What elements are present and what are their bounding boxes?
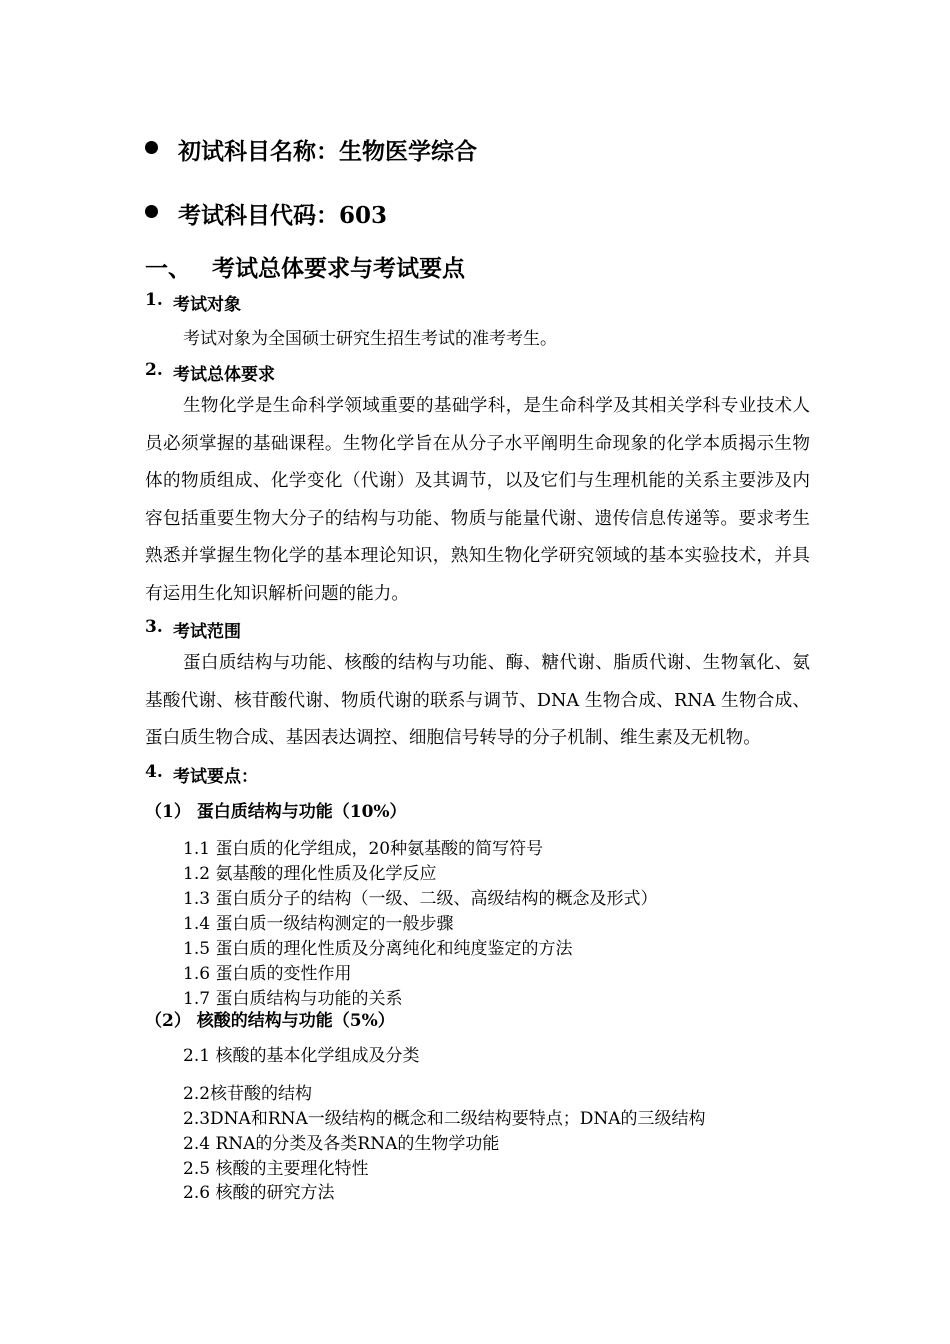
item-paragraph: 生物化学是生命科学领域重要的基础学科，是生命科学及其相关学科专业技术人员必须掌握的基础课程。生物化学旨在从分子水平阐明生命现象的化学本质揭示生物体的物质组成、化学变化（代谢）及其调节，以及它们与生理机能的关系主要涉及内容包括重要生物大分子的结构与功能、物质与能量代谢、遗传信息传递等。要求考生熟悉并掌握生物化学的基本理论知识，熟知生物化学研究领域的基本实验技术，并具有运用生化知识解析问题的能力。 bbox=[145, 396, 810, 604]
item-paragraph: 蛋白质结构与功能、核酸的结构与功能、酶、糖代谢、脂质代谢、生物氧化、氨基酸代谢、核苷酸代谢、物质代谢的联系与调节、DNA 生物合成、RNA 生物合成、蛋白质生物合成、基因表达调控、细胞信号转导的分子机制、维生素及无机物。 bbox=[145, 653, 810, 748]
list-item: 1.4 蛋白质一级结构测定的一般步骤 bbox=[183, 914, 454, 934]
list-item: 2.4 RNA的分类及各类RNA的生物学功能 bbox=[183, 1134, 500, 1154]
list-item: 2.3DNA和RNA一级结构的概念和二级结构要特点；DNA的三级结构 bbox=[183, 1109, 706, 1129]
list-item: 1.7 蛋白质结构与功能的关系 bbox=[183, 989, 403, 1009]
list-item: 2.5 核酸的主要理化特性 bbox=[183, 1159, 369, 1179]
list-item: 1.1 蛋白质的化学组成，20种氨基酸的简写符号 bbox=[183, 839, 544, 859]
item-number: 2. bbox=[145, 360, 163, 380]
subject-code: 考试科目代码：603 bbox=[178, 202, 388, 229]
list-item: 2.6 核酸的研究方法 bbox=[183, 1183, 335, 1203]
item-title: 考试总体要求 bbox=[173, 365, 275, 385]
list-item: 1.6 蛋白质的变性作用 bbox=[183, 964, 352, 984]
list-item: 2.1 核酸的基本化学组成及分类 bbox=[183, 1046, 420, 1066]
topic-heading: （1） 蛋白质结构与功能（10%） bbox=[145, 802, 407, 822]
item-number: 1. bbox=[145, 290, 163, 310]
topic-heading: （2） 核酸的结构与功能（5%） bbox=[145, 1011, 395, 1031]
item-title: 考试范围 bbox=[173, 622, 241, 642]
section-title: 考试总体要求与考试要点 bbox=[212, 255, 465, 282]
bullet-icon bbox=[145, 141, 158, 154]
section-number: 一、 bbox=[145, 255, 191, 282]
item-title: 考试对象 bbox=[173, 295, 241, 315]
subject-name: 初试科目名称：生物医学综合 bbox=[178, 138, 477, 165]
item-text: 考试对象为全国硕士研究生招生考试的准考考生。 bbox=[183, 329, 557, 349]
item-number: 3. bbox=[145, 617, 163, 637]
list-item: 1.3 蛋白质分子的结构（一级、二级、高级结构的概念及形式） bbox=[183, 889, 658, 909]
list-item: 1.2 氨基酸的理化性质及化学反应 bbox=[183, 864, 437, 884]
bullet-icon bbox=[145, 205, 158, 218]
list-item: 2.2核苷酸的结构 bbox=[183, 1084, 313, 1104]
item-number: 4. bbox=[145, 762, 163, 782]
list-item: 1.5 蛋白质的理化性质及分离纯化和纯度鉴定的方法 bbox=[183, 939, 573, 959]
item-title: 考试要点： bbox=[173, 767, 258, 787]
